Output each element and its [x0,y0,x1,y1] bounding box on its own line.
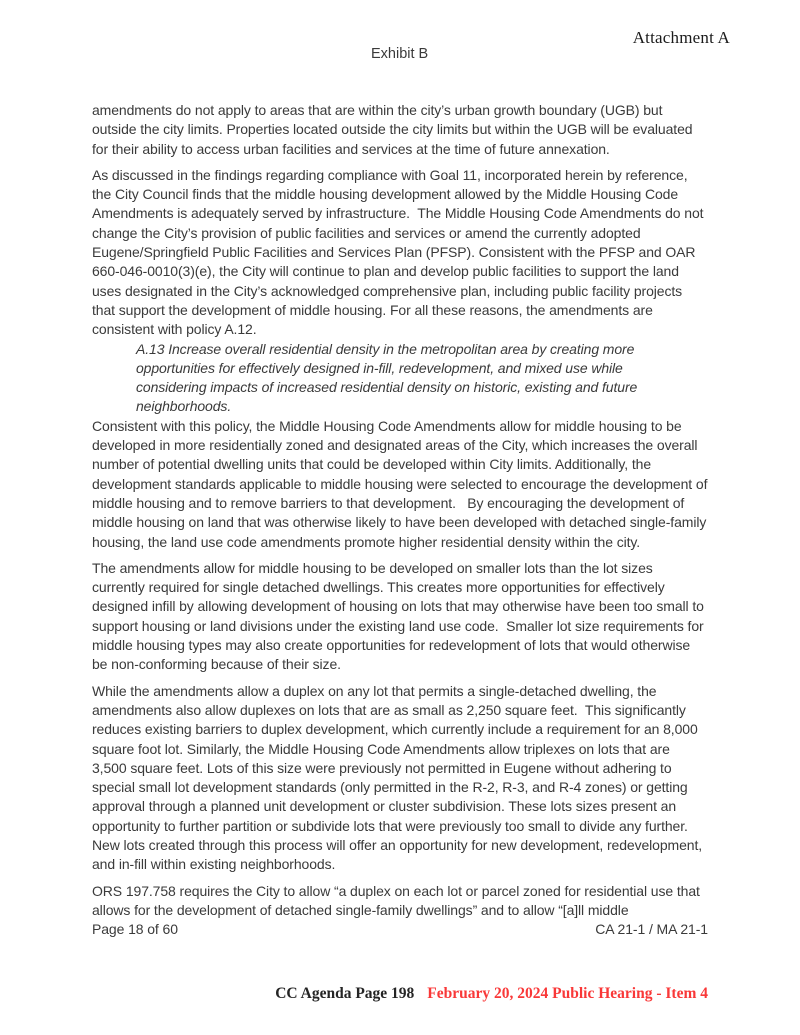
agenda-page-label: CC Agenda Page 198 [275,985,415,1002]
paragraph-goal11: As discussed in the findings regarding compliance with Goal 11, incorporated herein by reference, the City Council finds that the middle housing development allowed by the Middle Housing Code Amendments is adequately served by infrastructure. The Middle Housing Code Amendments do not change the City’s provision of public facilities and services or amend the currently adopted Eugene/Springfield Public Facilities and Services Plan (PFSP). Consistent with the PFSP and OAR 660-046-0010(3)(e), the City will continue to plan and develop public facilities to support the land uses designated in the City’s acknowledged comprehensive plan, including public facility projects that support the development of middle housing. For all these reasons, the amendments are consistent with policy A.12. [92,166,708,338]
paragraph-consistent-policy: Consistent with this policy, the Middle Housing Code Amendments allow for middle housing to be developed in more residentially zoned and designated areas of the City, which increases the overall number of potential dwelling units that could be developed within City limits. Additionally, the development standards applicable to middle housing were selected to encourage the development of middle housing and to remove barriers to that development. By encouraging the development of middle housing on land that was otherwise likely to have been developed with detached single-family housing, the land use code amendments promote higher residential density within the city. [92,417,712,550]
paragraph-smaller-lots: The amendments allow for middle housing to be developed on smaller lots than the lot sizes currently required for single detached dwellings. This creates more opportunities for effectively designed infill by allowing development of housing on lots that may otherwise have been too small to support housing or land divisions under the existing land use code. Smaller lot size requirements for middle housing types may also create opportunities for redevelopment of lots that would otherwise be non-conforming because of their size. [92,559,708,673]
case-number: CA 21-1 / MA 21-1 [595,921,708,938]
document-body [92,101,712,939]
policy-a13-quote: A.13 Increase overall residential density in the metropolitan area by creating more opportunities for effectively designed in-fill, redevelopment, and mixed use while considering impacts of increased residential density on historic, existing and future neighborhoods. [136,340,642,415]
hearing-date-label: February 20, 2024 Public Hearing - Item 4 [427,985,708,1002]
exhibit-label: Exhibit B [371,46,429,62]
paragraph-ors: ORS 197.758 requires the City to allow “a duplex on each lot or parcel zoned for residential use that allows for the development of detached single-family dwellings” and to allow “[a]ll middle [92,882,704,918]
agenda-footer [275,985,708,1003]
paragraph-duplex-lots: While the amendments allow a duplex on any lot that permits a single-detached dwelling, the amendments also allow duplexes on lots that are as small as 2,250 square feet. This significantly reduces existing barriers to duplex development, which currently include a requirement for an 8,000 square foot lot. Similarly, the Middle Housing Code Amendments allow triplexes on lots that are 3,500 square feet. Lots of this size were previously not permitted in Eugene without adhering to special small lot development standards (only permitted in the R-2, R-3, and R-4 zones) or getting approval through a planned unit development or cluster subdivision. These lots sizes present an opportunity to further partition or subdivide lots that were previously too small to divide any further. New lots created through this process will offer an opportunity for new development, redevelopment, and in-fill within existing neighborhoods. [92,682,706,873]
paragraph-ugb: amendments do not apply to areas that are within the city’s urban growth boundary (UGB) but outside the city limits. Properties located outside the city limits but within the UGB will be evaluated for their ability to access urban facilities and services at the time of future annexation. [92,102,697,157]
attachment-label: Attachment A [632,28,730,47]
page-number: Page 18 of 60 [92,921,178,938]
page-footer [92,920,708,939]
